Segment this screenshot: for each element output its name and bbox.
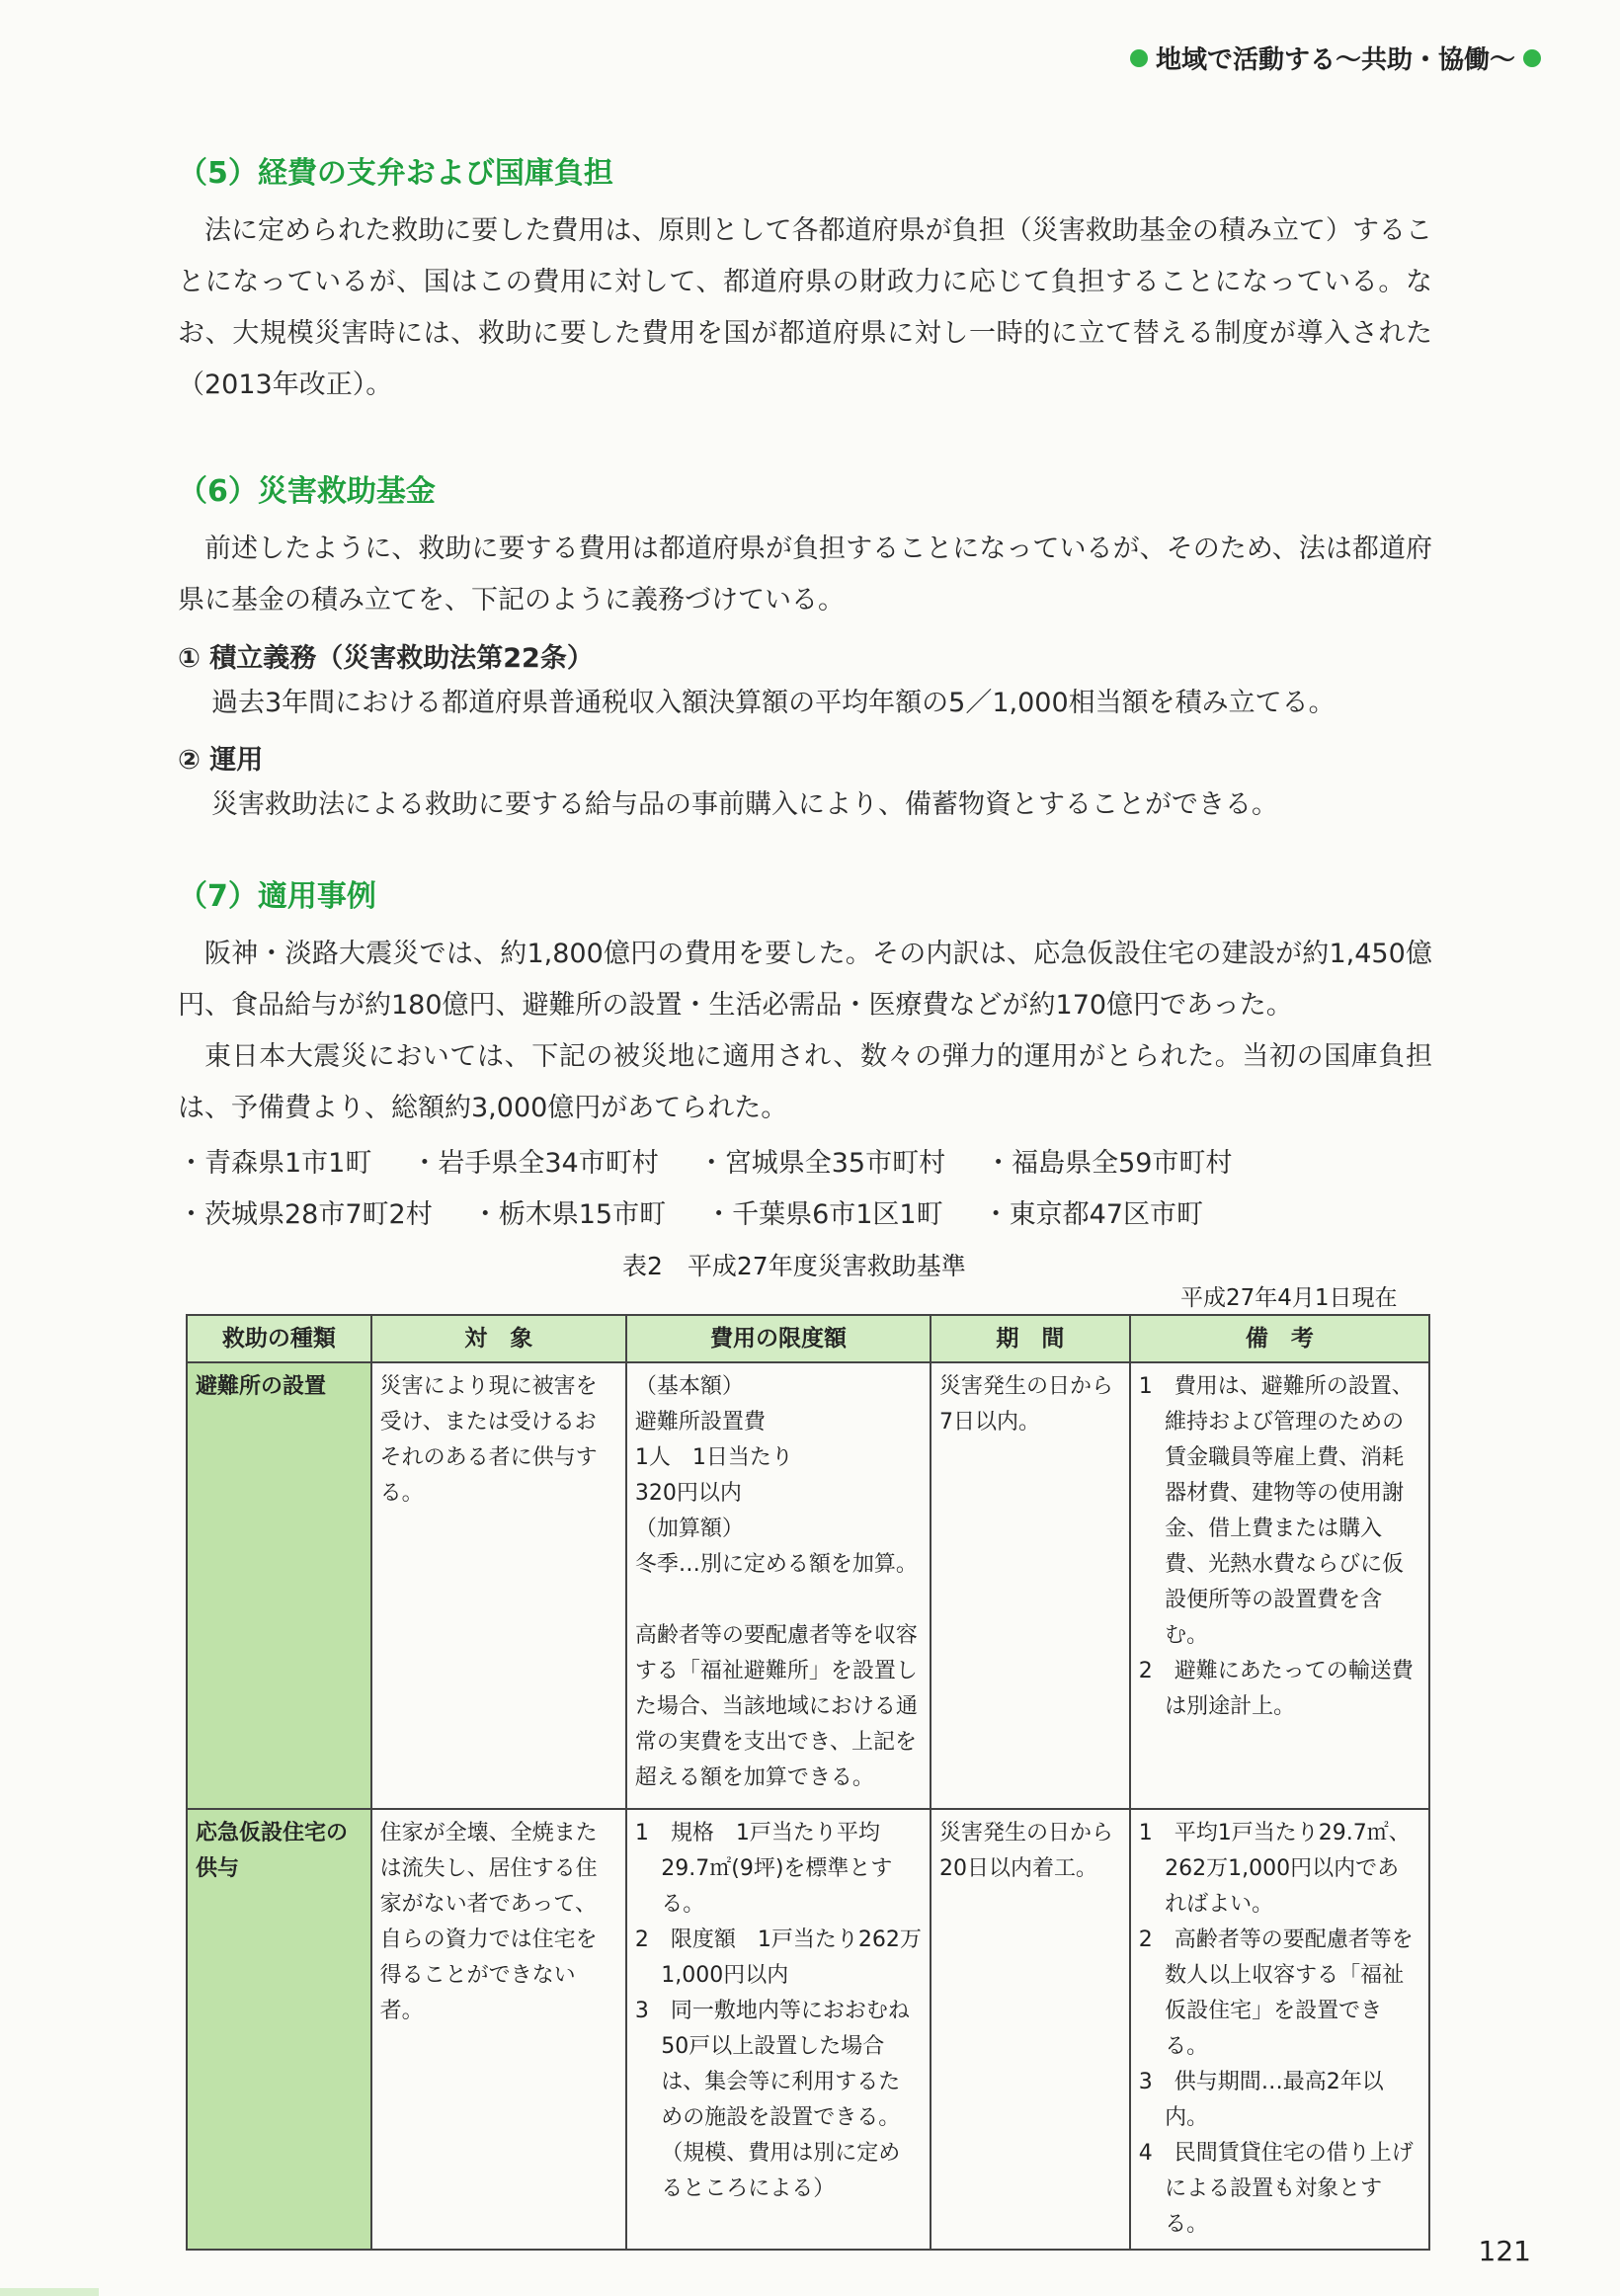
note-item: 2 高齢者等の要配慮者等を数人以上収容する「福祉仮設住宅」を設置できる。: [1138, 1927, 1414, 2059]
list-item: ・栃木県15市町: [471, 1199, 667, 1230]
disaster-area-list: [178, 1138, 1432, 1241]
section-6-item1-text: 過去3年間における都道府県普通税収入額決算額の平均年額の5／1,000相当額を積み立てる。: [211, 688, 1336, 718]
limit-line: 1人 1日当たり: [634, 1445, 793, 1470]
limit-line: 冬季…別に定める額を加算。: [634, 1552, 918, 1577]
section-7-body-1: 阪神・淡路大震災では、約1,800億円の費用を要した。その内訳は、応急仮設住宅の建設が約1,450億円、食品給与が約180億円、避難所の設置・生活必需品・医療費などが約170億円であった。: [178, 939, 1432, 1021]
cell-limit: [626, 1809, 931, 2250]
section-5-title: （5）経費の支弁および国庫負担: [178, 156, 613, 191]
main-content: [178, 148, 1432, 1241]
cell-kind: 応急仮設住宅の供与: [187, 1809, 371, 2250]
note-item: 2 避難にあたっての輸送費は別途計上。: [1138, 1659, 1414, 1719]
section-6-title: （6）災害救助基金: [178, 474, 436, 509]
running-header: [1130, 40, 1541, 76]
cell-target: 災害により現に被害を受け、または受けるおそれのある者に供与する。: [371, 1362, 626, 1809]
column-header-period: 期 間: [931, 1315, 1130, 1362]
cell-period: 災害発生の日から20日以内着工。: [931, 1809, 1130, 2250]
list-item: ・青森県1市1町: [178, 1148, 372, 1179]
cell-notes: [1130, 1362, 1429, 1809]
limit-line: （基本額）: [634, 1374, 744, 1399]
note-item: 3 供与期間…最高2年以内。: [1138, 2070, 1384, 2130]
column-header-kind: 救助の種類: [187, 1315, 371, 1362]
list-item: ・茨城県28市7町2村: [178, 1199, 433, 1230]
running-header-title: 地域で活動する〜共助・協働〜: [1155, 45, 1515, 75]
column-header-limit: 費用の限度額: [626, 1315, 931, 1362]
cell-kind: 避難所の設置: [187, 1362, 371, 1809]
table-row: [187, 1809, 1429, 2250]
cell-target: 住家が全壊、全焼または流失し、居住する住家がない者であって、自らの資力では住宅を得ることができない者。: [371, 1809, 626, 2250]
limit-line: 1 規格 1戸当たり平均29.7㎡(9坪)を標準とする。: [634, 1821, 893, 1917]
limit-line: 2 限度額 1戸当たり262万1,000円以内: [634, 1927, 922, 1988]
section-5-body: 法に定められた救助に要した費用は、原則として各都道府県が負担（災害救助基金の積み立て）することになっているが、国はこの費用に対して、都道府県の財政力に応じて負担することになっている。なお、大規模災害時には、救助に要した費用を国が都道府県に対し一時的に立て替える制度が導入された（2013年改正）。: [178, 215, 1432, 400]
page-number: 121: [1478, 2235, 1531, 2267]
table-header-row: [187, 1315, 1429, 1362]
section-7-title: （7）適用事例: [178, 879, 376, 914]
limit-line: 避難所設置費: [634, 1410, 766, 1435]
limit-line: 高齢者等の要配慮者等を収容する「福祉避難所」を設置した場合、当該地域における通常の実費を支出でき、上記を超える額を加算できる。: [634, 1623, 918, 1790]
table-row: [187, 1362, 1429, 1809]
table-caption: 表2 平成27年度災害救助基準: [622, 1252, 966, 1280]
list-item: ・千葉県6市1区1町: [705, 1199, 943, 1230]
list-item: ・東京都47区市町: [982, 1199, 1203, 1230]
column-header-notes: 備 考: [1130, 1315, 1429, 1362]
section-6-item2-text: 災害救助法による救助に要する給与品の事前購入により、備蓄物資とすることができる。: [211, 789, 1278, 820]
note-item: 4 民間賃貸住宅の借り上げによる設置も対象とする。: [1138, 2141, 1414, 2237]
section-6-body: 前述したように、救助に要する費用は都道府県が負担することになっているが、そのため、法は都道府県に基金の積み立てを、下記のように義務づけている。: [178, 533, 1432, 615]
list-item: ・岩手県全34市町村: [411, 1148, 659, 1179]
note-item: 1 平均1戸当たり29.7㎡、262万1,000円以内であればよい。: [1138, 1821, 1411, 1917]
column-header-target: 対 象: [371, 1315, 626, 1362]
footer-accent-strip: [0, 2288, 99, 2296]
section-6-item1-title: ① 積立義務（災害救助法第22条）: [178, 643, 594, 674]
disaster-relief-standards-table: [186, 1314, 1430, 2251]
bullet-dot-right-icon: [1523, 49, 1541, 67]
limit-line: 3 同一敷地内等におおむね50戸以上設置した場合は、集会等に利用するための施設を設置できる。（規模、費用は別に定めるところによる）: [634, 1999, 910, 2201]
cell-limit: [626, 1362, 931, 1809]
cell-period: 災害発生の日から7日以内。: [931, 1362, 1130, 1809]
section-6-item2-title: ② 運用: [178, 745, 264, 776]
bullet-dot-left-icon: [1130, 49, 1148, 67]
list-item: ・宮城県全35市町村: [697, 1148, 946, 1179]
table-date: 平成27年4月1日現在: [1180, 1285, 1398, 1311]
section-7-body-2: 東日本大震災においては、下記の被災地に適用され、数々の弾力的運用がとられた。当初の国庫負担は、予備費より、総額約3,000億円があてられた。: [178, 1041, 1432, 1123]
cell-notes: [1130, 1809, 1429, 2250]
list-item: ・福島県全59市町村: [985, 1148, 1233, 1179]
limit-line: （加算額）: [634, 1517, 744, 1541]
limit-line: 320円以内: [634, 1481, 742, 1506]
note-item: 1 費用は、避難所の設置、維持および管理のための賃金職員等雇上費、消耗器材費、建物等の使用謝金、借上費または購入費、光熱水費ならびに仮設便所等の設置費を含む。: [1138, 1374, 1414, 1648]
